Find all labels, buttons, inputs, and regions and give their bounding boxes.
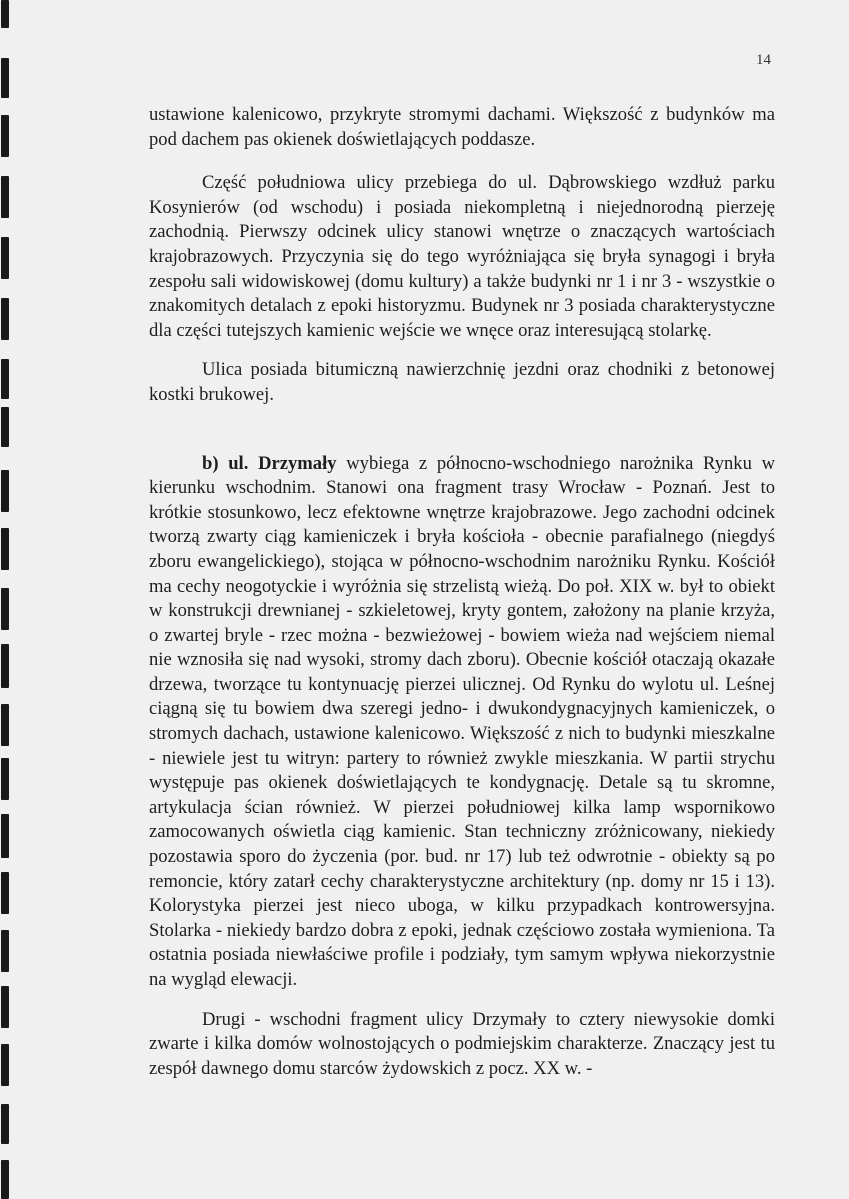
binding-mark — [1, 359, 9, 399]
binding-mark — [1, 872, 9, 914]
binding-mark — [1, 528, 9, 570]
paragraph: Część południowa ulicy przebiega do ul. Dąbrowskiego wzdłuż parku Kosynierów (od wschodu) i posiada niekompletną i niejednorodną pierzeję zachodnią. Pierwszy odcinek ulicy stanowi wnętrze o znaczących wartościach krajobrazowych. Przyczynia się do tego wyróżniająca się bryła synagogi i bryła zespołu sali widowiskowej (domu kultury) a także budynki nr 1 i nr 3 - wszystkie o znakomitych detalach z epoki historyzmu. Budynek nr 3 posiada charakterystyczne dla części tutejszych kamienic wejście we wnęce oraz interesującą stolarkę. — [149, 172, 775, 341]
section-paragraph — [149, 452, 775, 993]
binding-mark — [1, 1160, 9, 1199]
paragraph: Ulica posiada bitumiczną nawierzchnię jezdni oraz chodniki z betonowej kostki brukowej. — [149, 359, 775, 405]
binding-mark — [1, 704, 9, 746]
binding-mark — [1, 407, 9, 447]
binding-mark — [1, 237, 9, 279]
paragraph: Drugi - wschodni fragment ulicy Drzymały to cztery niewysokie domki zwarte i kilka domów wolnostojących o podmiejskim charakterze. Znaczący jest tu zespół dawnego domu starców żydowskich z pocz. XX w. - — [149, 1008, 775, 1079]
page-number: 14 — [756, 52, 771, 68]
binding-mark — [1, 758, 9, 800]
binding-mark — [1, 644, 9, 688]
binding-mark — [1, 298, 9, 340]
binding-mark — [1, 1044, 9, 1086]
paragraph: ustawione kalenicowo, przykryte stromymi dachami. Większość z budynków ma pod dachem pas okienek doświetlających poddasze. — [149, 104, 775, 150]
binding-mark — [1, 588, 9, 630]
binding-mark — [1, 1104, 9, 1144]
binding-mark — [1, 986, 9, 1028]
section-text: wybiega z północno-wschodniego narożnika Rynku w kierunku wschodnim. Stanowi ona fragment trasy Wrocław - Poznań. Jest to krótkie stosunkowo, lecz efektowne wnętrze krajobrazowe. Jego zachodni odcinek tworzą zwarty ciąg kamieniczek i bryła kościoła - obecnie parafialnego (niegdyś zboru ewangelickiego), stojąca w północno-wschodnim narożniku Rynku. Kościół ma cechy neogotyckie i wyróżnia się strzelistą wieżą. Do poł. XIX w. był to obiekt w konstrukcji drewnianej - szkieletowej, kryty gontem, założony na planie krzyża, o zwartej bryle - rzec można - bezwieżowej - bowiem wieża nad wejściem niemal nie wznosiła się nad wysoki, stromy dach zboru). Obecnie kościół otaczają okazałe drzewa, tworzące tu kontynuację pierzei ulicznej. Od Rynku do wylotu ul. Leśnej ciągną się tu bowiem dwa szeregi jedno- i dwukondygnacyjnych kamieniczek, o stromych dachach, ustawione kalenicowo. Większość z nich to budynki mieszkalne - niewiele jest tu witryn: partery to również zwykle mieszkania. W partii strychu występuje pas okienek doświetlających te kondygnację. Detale są tu skromne, artykulacja ścian również. W pierzei południowej kilka lamp wspornikowo zamocowanych oświetla ciąg kamienic. Stan techniczny zróżnicowany, niekiedy pozostawia sporo do życzenia (por. bud. nr 17) lub też odwrotnie - obiekty są po remoncie, który zatarł cechy charakterystyczne architektury (np. domy nr 15 i 13). Kolorystyka pierzei jest nieco uboga, w kilku przypadkach kontrowersyjna. Stolarka - niekiedy bardzo dobra z epoki, jednak częściowo została wymieniona. Ta ostatnia posiada niewłaściwe profile i podziały, tym samym wpływa niekorzystnie na wygląd elewacji. — [149, 452, 775, 990]
binding-mark — [1, 115, 9, 157]
binding-mark — [1, 930, 9, 972]
binding-mark — [1, 814, 9, 858]
document-body — [149, 103, 775, 1081]
binding-mark — [1, 58, 9, 98]
binding-marks — [0, 0, 14, 1199]
binding-mark — [1, 0, 9, 28]
binding-mark — [1, 176, 9, 218]
binding-mark — [1, 470, 9, 512]
section-heading: b) ul. Drzymały — [202, 452, 337, 474]
